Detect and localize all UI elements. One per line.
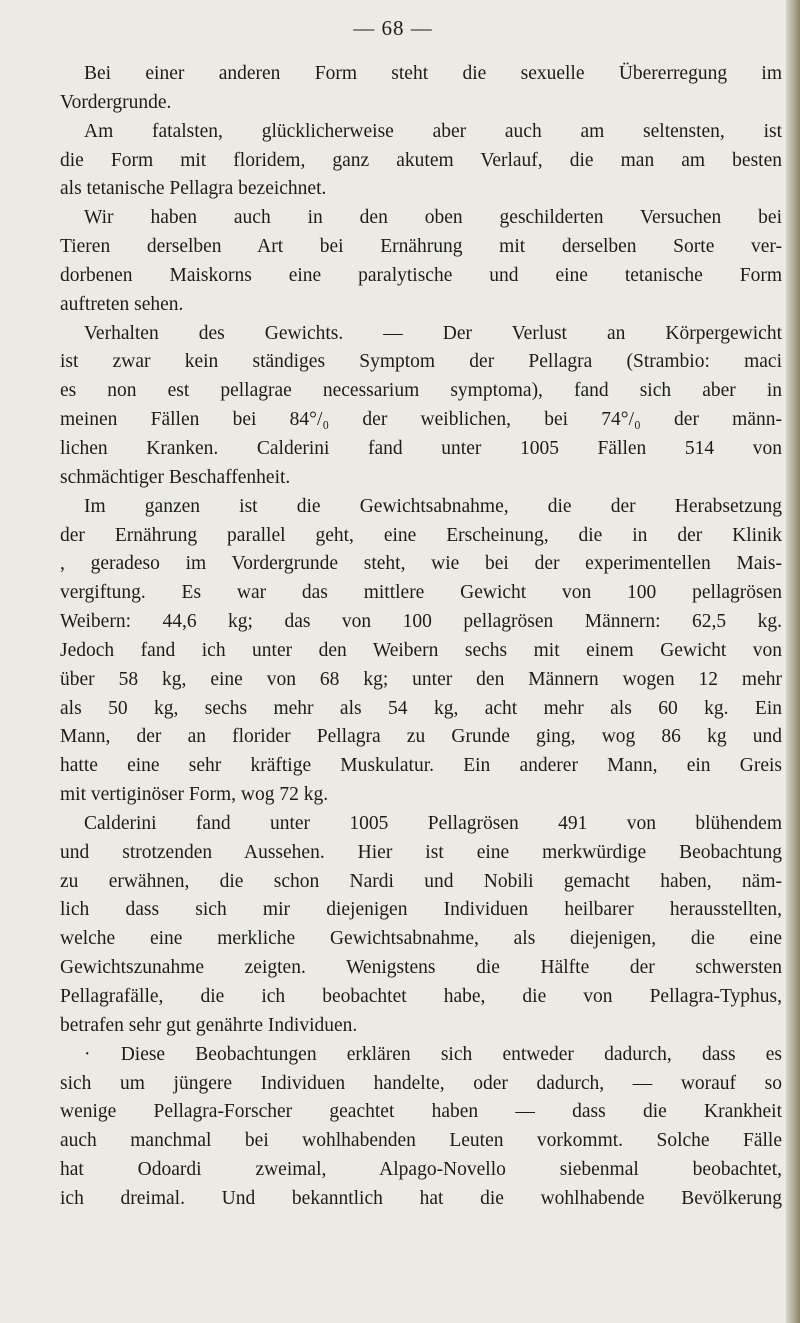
text-line: , geradeso im Vordergrunde steht, wie bei der experimentellen Mais- (60, 553, 782, 575)
text-line: der Ernährung parallel geht, eine Erscheinung, die in der Klinik (60, 524, 782, 546)
text-line: hat Odoardi zweimal, Alpago-Novello siebenmal beobachtet, (60, 1159, 782, 1181)
text-line: vergiftung. Es war das mittlere Gewicht von 100 pellagrösen (60, 582, 782, 604)
text-line: Calderini fand unter 1005 Pellagrösen 491 von blühendem (84, 812, 782, 834)
text-line: betrafen sehr gut genährte Individuen. (60, 1014, 358, 1036)
text-line: hatte eine sehr kräftige Muskulatur. Ein anderer Mann, ein Greis (60, 755, 782, 777)
page-number-header: — 68 — (353, 16, 433, 40)
text-line: Am fatalsten, glücklicherweise aber auch am seltensten, ist (84, 120, 782, 142)
text-line: es non est pellagrae necessarium symptoma), fand sich aber in (60, 380, 782, 402)
text-line: Bei einer anderen Form steht die sexuelle Übererregung im (84, 63, 782, 84)
text-line: Vordergrunde. (60, 91, 172, 113)
text-line: schmächtiger Beschaffenheit. (60, 466, 291, 488)
text-line: welche eine merkliche Gewichtsabnahme, als diejenigen, die eine (60, 928, 782, 950)
text-line: Wir haben auch in den oben geschilderten Versuchen bei (84, 207, 782, 229)
text-line: lich dass sich mir diejenigen Individuen heilbarer herausstellten, (60, 899, 782, 921)
text-line: sich um jüngere Individuen handelte, oder dadurch, — worauf so (60, 1072, 782, 1094)
text-line: meinen Fällen bei 84°/₀ der weiblichen, bei 74°/₀ der männ- (60, 409, 782, 431)
text-line: Gewichtszunahme zeigten. Wenigstens die Hälfte der schwersten (60, 957, 782, 979)
text-line: mit vertiginöser Form, wog 72 kg. (60, 784, 329, 806)
text-line: wenige Pellagra-Forscher geachtet haben — dass die Krankheit (60, 1101, 782, 1123)
text-line: Jedoch fand ich unter den Weibern sechs mit einem Gewicht von (60, 639, 782, 661)
text-line: Pellagrafälle, die ich beobachtet habe, die von Pellagra-Typhus, (60, 986, 782, 1007)
text-line: dorbenen Maiskorns eine paralytische und eine tetanische Form (60, 264, 782, 286)
text-line: Weibern: 44,6 kg; das von 100 pellagrösen Männern: 62,5 kg. (60, 611, 782, 633)
page-edge-shadow (786, 0, 800, 1323)
text-line: und strotzenden Aussehen. Hier ist eine merkwürdige Beobachtung (60, 841, 782, 863)
text-line: Im ganzen ist die Gewichtsabnahme, die der Herabsetzung (84, 495, 782, 517)
text-line: über 58 kg, eine von 68 kg; unter den Männern wogen 12 mehr (60, 668, 782, 690)
text-line: lichen Kranken. Calderini fand unter 1005 Fällen 514 von (60, 437, 782, 459)
text-line: ist zwar kein ständiges Symptom der Pellagra (Strambio: maci (60, 351, 782, 373)
text-line: · Diese Beobachtungen erklären sich entweder dadurch, dass es (84, 1043, 782, 1065)
text-line: die Form mit floridem, ganz akutem Verlauf, die man am besten (60, 149, 782, 171)
text-line: auftreten sehen. (60, 293, 184, 315)
document-body (60, 60, 782, 1214)
text-line: Tieren derselben Art bei Ernährung mit derselben Sorte ver- (60, 236, 782, 258)
text-line: zu erwähnen, die schon Nardi und Nobili gemacht haben, näm- (60, 870, 782, 892)
text-line: Verhalten des Gewichts. — Der Verlust an Körpergewicht (84, 322, 782, 344)
text-line: als tetanische Pellagra bezeichnet. (60, 178, 327, 200)
text-line: ich dreimal. Und bekanntlich hat die wohlhabende Bevölkerung (60, 1187, 782, 1209)
text-line: als 50 kg, sechs mehr als 54 kg, acht mehr als 60 kg. Ein (60, 697, 782, 719)
text-line: auch manchmal bei wohlhabenden Leuten vorkommt. Solche Fälle (60, 1130, 782, 1152)
text-line: Mann, der an florider Pellagra zu Grunde ging, wog 86 kg und (60, 726, 782, 748)
